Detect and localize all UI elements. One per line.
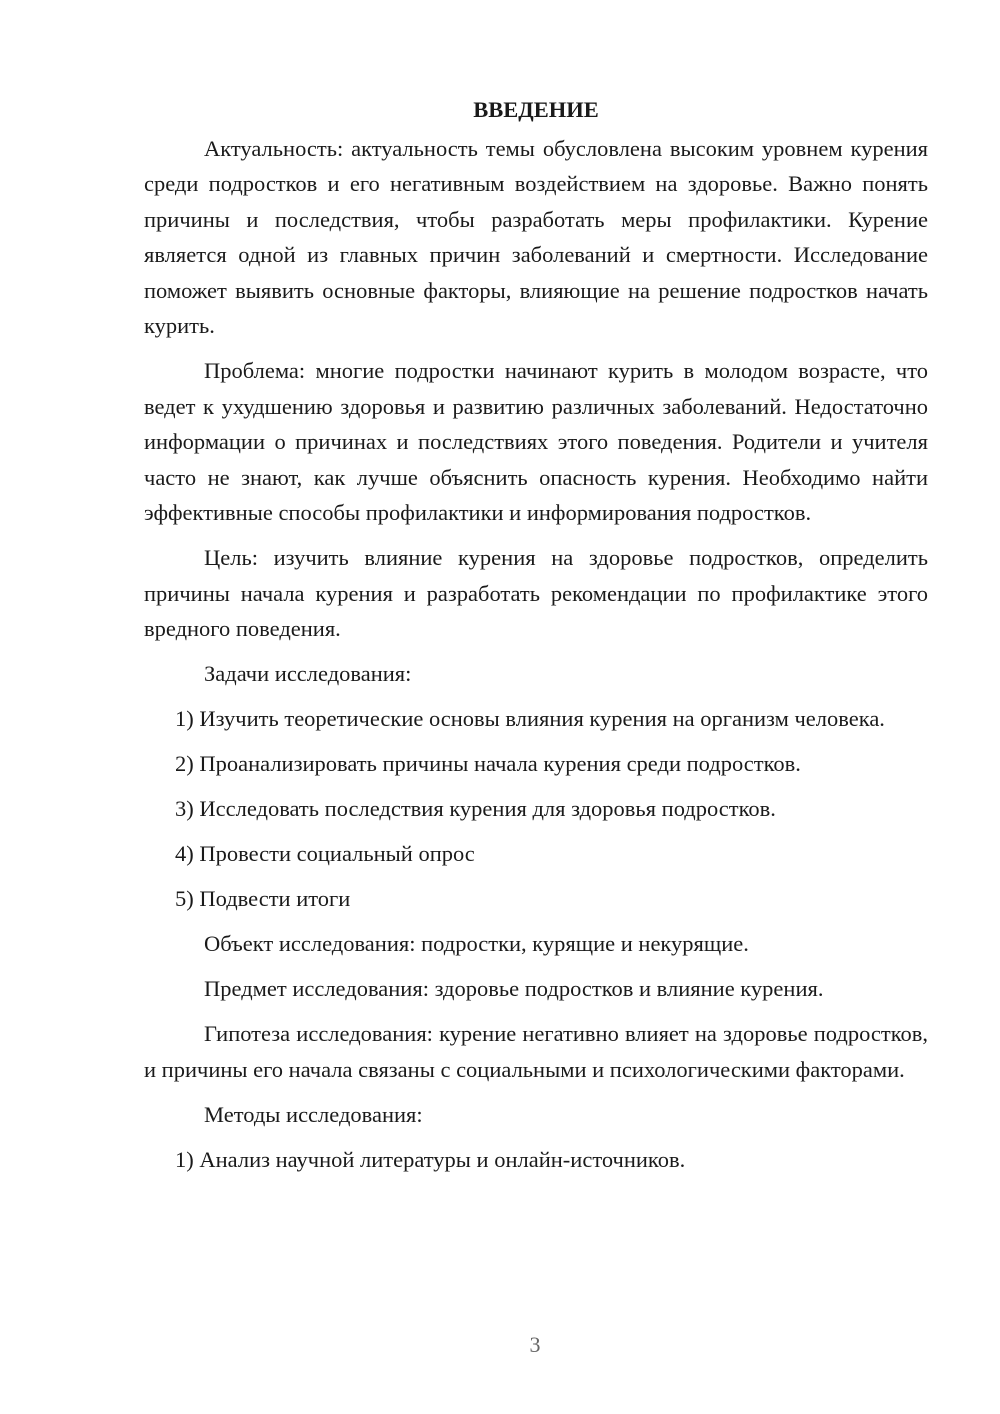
task-item: 1) Изучить теоретические основы влияния курения на организм человека. [175,706,885,731]
tasks-heading: Задачи исследования: [204,661,412,686]
task-item: 4) Провести социальный опрос [175,841,475,866]
hypothesis-paragraph: Гипотеза исследования: курение негативно влияет на здоровье подростков, и причины его начала связаны с социальными и психологическими факторами. [144,1021,928,1082]
relevance-paragraph: Актуальность: актуальность темы обусловлена высоким уровнем курения среди подростков и его негативным воздействием на здоровье. Важно понять причины и последствия, чтобы разработать меры профилактики. Курение является одной из главных причин заболеваний и смертности. Исследование поможет выявить основные факторы, влияющие на решение подростков начать курить. [144,135,928,338]
task-item: 3) Исследовать последствия курения для здоровья подростков. [175,796,776,821]
task-item: 2) Проанализировать причины начала курения среди подростков. [175,751,801,776]
goal-paragraph: Цель: изучить влияние курения на здоровье подростков, определить причины начала курения и разработать рекомендации по профилактике этого вредного поведения. [144,545,928,641]
methods-heading: Методы исследования: [204,1101,423,1127]
subject-line: Предмет исследования: здоровье подростков и влияние курения. [204,976,824,1001]
page-number: 3 [529,1332,541,1357]
page-title: ВВЕДЕНИЕ [473,97,599,122]
problem-paragraph: Проблема: многие подростки начинают курить в молодом возрасте, что ведет к ухудшению здоровья и развитию различных заболеваний. Недостаточно информации о причинах и последствиях этого поведения. Родители и учителя часто не знают, как лучше объяснить опасность курения. Необходимо найти эффективные способы профилактики и информирования подростков. [144,358,928,525]
object-line: Объект исследования: подростки, курящие и некурящие. [204,931,749,956]
document-page [144,92,928,1187]
method-item: 1) Анализ научной литературы и онлайн-источников. [175,1146,686,1172]
task-item: 5) Подвести итоги [175,886,351,911]
